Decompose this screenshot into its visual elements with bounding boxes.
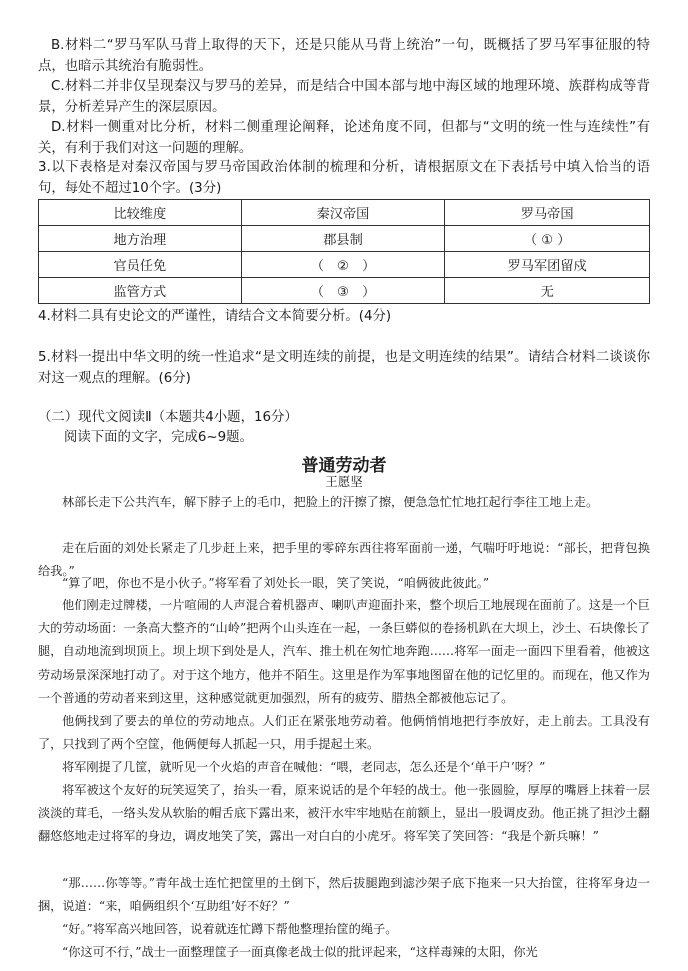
section-instruction: 阅读下面的文字，完成6~9题。 bbox=[64, 430, 253, 445]
table-header-cell: 罗马帝国 bbox=[445, 200, 650, 226]
option-c: C.材料二并非仅呈现秦汉与罗马的差异，而是结合中国本部与地中海区域的地理环境、族群构成等背景，分析差异产生的深层原因。 bbox=[38, 79, 650, 115]
table-row bbox=[39, 226, 650, 252]
story-paragraph: “那……你等等。”青年战士连忙把筐里的土倒下，然后拔腿跑到滤沙架子底下拖来一只大抬筐，往将军身边一捆，说道：“来，咱俩组织个‘互助组’好不好？” bbox=[38, 876, 650, 914]
story-paragraph: 林部长走下公共汽车，解下脖子上的毛巾，把脸上的汗擦了擦，便急急忙忙地扛起行李往工地上走。 bbox=[62, 495, 599, 509]
comparison-table bbox=[38, 199, 650, 304]
table-cell: 地方治理 bbox=[39, 226, 242, 252]
table-row bbox=[39, 252, 650, 278]
table-cell: 官员任免 bbox=[39, 252, 242, 278]
story-paragraph: 走在后面的刘处长紧走了几步赶上来，把手里的零碎东西往将军面前一递，气喘吁吁地说：“部长，把背包换给我。” bbox=[38, 541, 650, 579]
table-header-cell: 比较维度 bbox=[39, 200, 242, 226]
question-4: 4.材料二具有史论文的严谨性，请结合文本简要分析。(4分) bbox=[38, 309, 392, 324]
section-heading: （二）现代文阅读Ⅱ（本题共4小题，16分） bbox=[38, 410, 298, 425]
option-b: B.材料二“罗马军队马背上取得的天下，还是只能从马背上统治”一句，既概括了罗马军事征服的特点，也暗示其统治有脆弱性。 bbox=[38, 38, 650, 74]
question-3-stem: 3.以下表格是对秦汉帝国与罗马帝国政治体制的梳理和分析，请根据原文在下表括号中填入恰当的语句，每处不超过10个字。(3分) bbox=[38, 160, 650, 196]
table-cell: 监管方式 bbox=[39, 278, 242, 304]
story-paragraph: 将军被这个友好的玩笑逗笑了，抬头一看，原来说话的是个年轻的战士。他一张圆脸，厚厚的嘴唇上抹着一层淡淡的茸毛，一络头发从软胎的帽舌底下露出来，被汗水牢牢地贴在前额上，显出一股调皮劲。他正挑了担沙土翻翻悠悠地走过将军的身边，调皮地笑了笑，露出一对白白的小虎牙。将军笑了笑回答：“我是个新兵嘛！” bbox=[38, 783, 650, 844]
story-paragraph: “好。”将军高兴地回答，说着就连忙蹲下帮他整理抬筐的绳子。 bbox=[62, 922, 398, 936]
story-paragraph: 他们刚走过牌楼，一片喧闹的人声混合着机器声、喇叭声迎面扑来，整个坝后工地展现在面前了。这是一个巨大的劳动场面：一条高大整齐的“山岭”把两个山头连在一起，一条巨蟒似的卷扬机趴在大坝上，沙土、石块像长了腿，自动地流到坝顶上。坝上坝下到处是人，汽车、推土机在匆忙地奔跑……将军一面走一面四下里看着，他被这劳动场景深深地打动了。对于这个地方，他并不陌生。这里是作为军事地图留在他的记忆里的。而现在，他又作为一个普通的劳动者来到这里，这种感觉就更加强烈，所有的疲劳、腊热全都被他忘记了。 bbox=[38, 598, 650, 705]
table-cell: （ ② ） bbox=[241, 252, 445, 278]
table-header-row bbox=[39, 200, 650, 226]
option-d: D.材料一侧重对比分析，材料二侧重理论阐释，论述角度不同，但都与“文明的统一性与连续性”有关，有利于我们对这一问题的理解。 bbox=[38, 120, 650, 156]
question-5: 5.材料一提出中华文明的统一性追求“是文明连续的前提，也是文明连续的结果”。请结合材料二谈谈你对这一观点的理解。(6分) bbox=[38, 350, 650, 386]
table-row bbox=[39, 278, 650, 304]
table-cell: 郡县制 bbox=[241, 226, 445, 252]
story-paragraph: “你这可不行，”战士一面整理筐子一面真像老战士似的批评起来，“这样毒辣的太阳，你光 bbox=[62, 945, 538, 959]
table-header-cell: 秦汉帝国 bbox=[241, 200, 445, 226]
table-cell: （ ① ） bbox=[445, 226, 650, 252]
table-cell: 罗马军团留戍 bbox=[445, 252, 650, 278]
table-cell: 无 bbox=[445, 278, 650, 304]
story-author: 王愿坚 bbox=[325, 474, 363, 489]
story-paragraph: 将军刚提了几筐，就听见一个火焰的声音在喊他：“喂，老同志，怎么还是个‘单干户’呀？” bbox=[62, 760, 546, 774]
story-paragraph: 他俩找到了要去的单位的劳动地点。人们正在紧张地劳动着。他俩悄悄地把行李放好，走上前去。工具没有了，只找到了两个空筐，他俩便每人抓起一只，用手提起土来。 bbox=[38, 714, 650, 752]
story-title: 普通劳动者 bbox=[301, 456, 387, 476]
table-cell: （ ③ ） bbox=[241, 278, 445, 304]
story-paragraph: “算了吧，你也不是小伙子。”将军看了刘处长一眼，笑了笑说，“咱俩彼此彼此。” bbox=[62, 576, 490, 590]
